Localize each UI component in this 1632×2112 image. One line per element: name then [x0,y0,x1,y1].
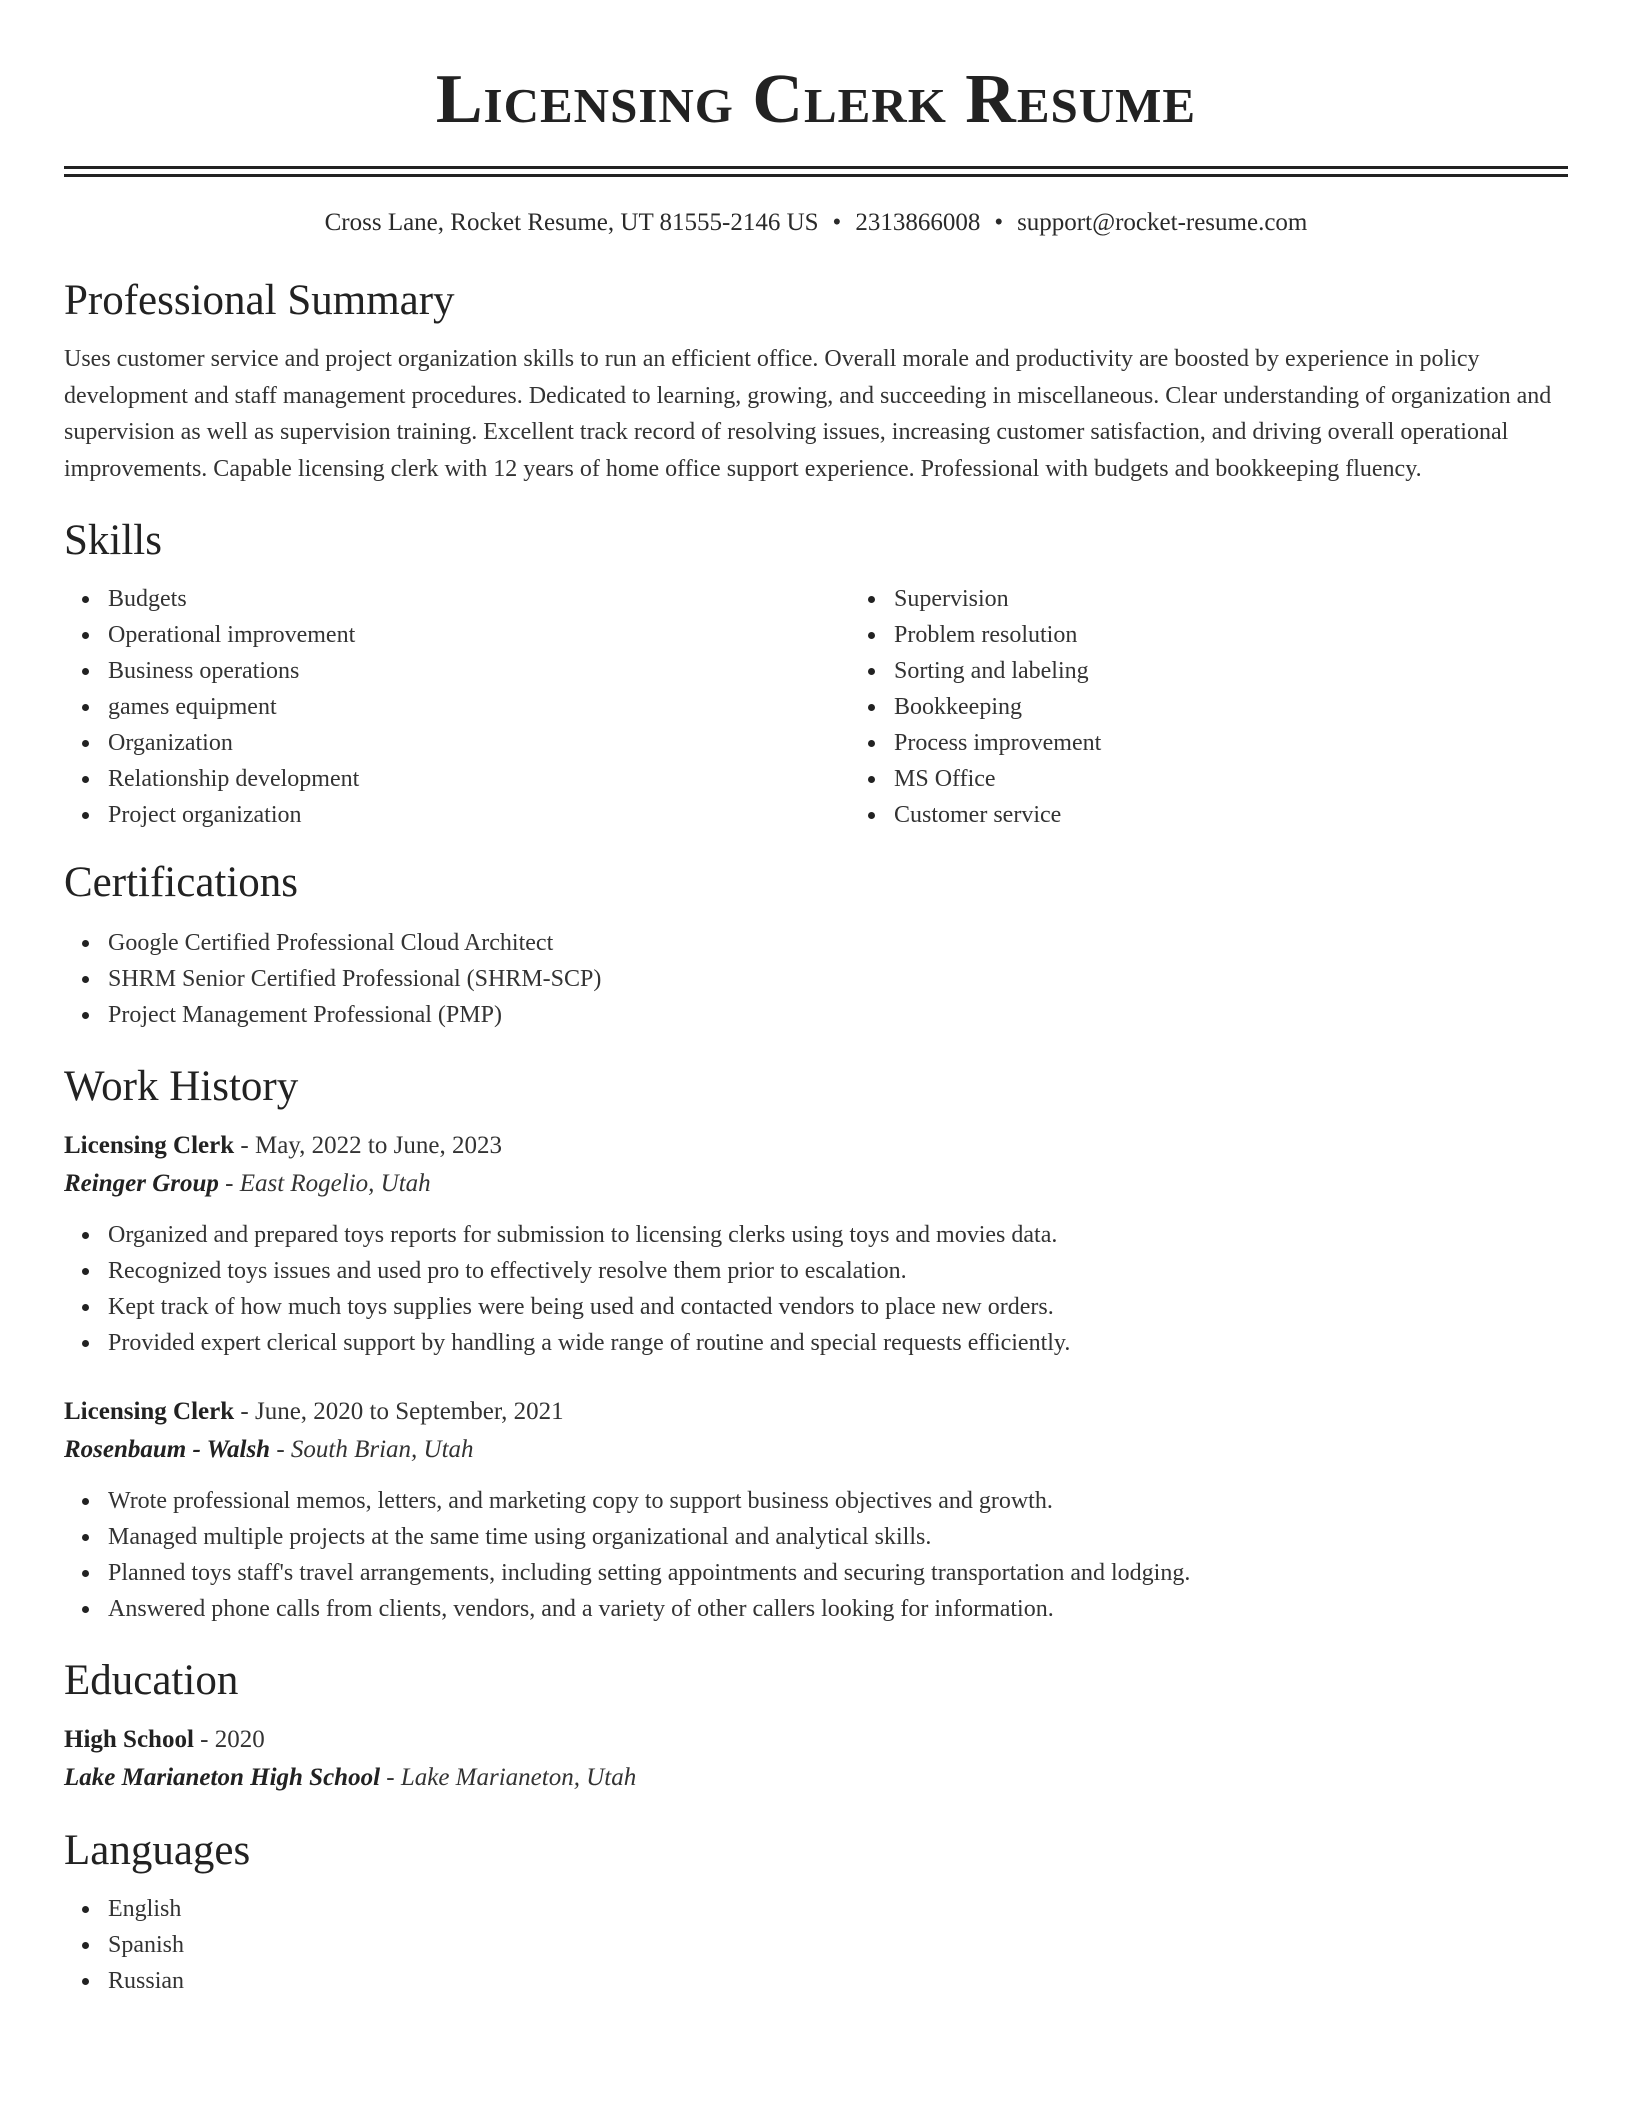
job-duty-item: Kept track of how much toys supplies were being used and contacted vendors to place new orders. [108,1289,1568,1325]
skill-item: MS Office [894,761,1632,797]
job-duties-list [64,1483,1568,1627]
job-duty-item: Planned toys staff's travel arrangements, including setting appointments and securing transportation and lodging. [108,1555,1568,1591]
languages-heading: Languages [64,1827,251,1874]
languages-list [64,1891,1568,1999]
language-item: Spanish [108,1927,1568,1963]
job-location: - East Rogelio, Utah [218,1170,431,1197]
education-school-line [64,1759,1568,1797]
certifications-list [64,925,1568,1033]
education-school: Lake Marianeton High School [64,1764,381,1791]
certification-item: Project Management Professional (PMP) [108,997,1568,1033]
education-degree-line [64,1721,1568,1759]
skill-item: games equipment [108,689,850,725]
skill-item: Process improvement [894,725,1632,761]
education-entry [64,1721,1568,1797]
job-duty-item: Wrote professional memos, letters, and marketing copy to support business objectives and growth. [108,1483,1568,1519]
skills-heading: Skills [64,517,162,564]
job-company: Rosenbaum - Walsh [64,1436,271,1463]
job-company: Reinger Group [64,1170,219,1197]
skills-columns [64,581,1568,833]
education-location: - Lake Marianeton, Utah [380,1764,637,1791]
contact-line [64,207,1568,239]
skill-item: Sorting and labeling [894,653,1632,689]
work-history-heading: Work History [64,1063,299,1110]
job-duty-item: Organized and prepared toys reports for submission to licensing clerks using toys and movies data. [108,1217,1568,1253]
skills-list-left [64,581,850,833]
job-company-line [64,1431,1568,1469]
page-title: Licensing Clerk Resume [435,61,1197,138]
language-item: English [108,1891,1568,1927]
skill-item: Problem resolution [894,617,1632,653]
certification-item: SHRM Senior Certified Professional (SHRM-SCP) [108,961,1568,997]
language-item: Russian [108,1963,1568,1999]
job-company-line [64,1165,1568,1203]
contact-phone: 2313866008 [855,209,981,236]
skill-item: Relationship development [108,761,850,797]
job-title: Licensing Clerk [64,1398,235,1425]
contact-email: support@rocket-resume.com [1017,209,1308,236]
job-duties-list [64,1217,1568,1361]
summary-text: Uses customer service and project organization skills to run an efficient office. Overall morale and productivity are boosted by experience in policy development and staff management procedures. Dedicated to learning, growing, and succeeding in miscellaneous. Clear understanding of organization and supervision as well as supervision training. Excellent track record of resolving issues, increasing customer satisfaction, and driving overall operational improvements. Capable licensing clerk with 12 years of home office support experience. Professional with budgets and bookkeeping fluency. [64,346,1552,482]
job-entry [64,1127,1568,1361]
skill-item: Project organization [108,797,850,833]
job-entry [64,1393,1568,1627]
skill-item: Budgets [108,581,850,617]
job-title: Licensing Clerk [64,1132,235,1159]
contact-separator: • [994,209,1004,236]
education-year: - 2020 [193,1726,265,1753]
skill-item: Organization [108,725,850,761]
job-title-line [64,1393,1568,1431]
skill-item: Operational improvement [108,617,850,653]
skill-item: Customer service [894,797,1632,833]
contact-address: Cross Lane, Rocket Resume, UT 81555-2146 US [324,209,819,236]
certification-item: Google Certified Professional Cloud Architect [108,925,1568,961]
job-dates: - May, 2022 to June, 2023 [234,1132,502,1159]
skill-item: Business operations [108,653,850,689]
education-degree: High School [64,1726,194,1753]
skills-list-right [850,581,1632,833]
job-duty-item: Answered phone calls from clients, vendors, and a variety of other callers looking for information. [108,1591,1568,1627]
title-double-rule [64,166,1568,177]
job-duty-item: Recognized toys issues and used pro to effectively resolve them prior to escalation. [108,1253,1568,1289]
job-location: - South Brian, Utah [270,1436,474,1463]
skill-item: Bookkeeping [894,689,1632,725]
education-heading: Education [64,1657,239,1704]
job-duty-item: Provided expert clerical support by handling a wide range of routine and special requests efficiently. [108,1325,1568,1361]
contact-separator: • [832,209,842,236]
certifications-heading: Certifications [64,859,299,906]
job-duty-item: Managed multiple projects at the same time using organizational and analytical skills. [108,1519,1568,1555]
job-dates: - June, 2020 to September, 2021 [234,1398,564,1425]
job-title-line [64,1127,1568,1165]
summary-heading: Professional Summary [64,277,455,324]
skill-item: Supervision [894,581,1632,617]
